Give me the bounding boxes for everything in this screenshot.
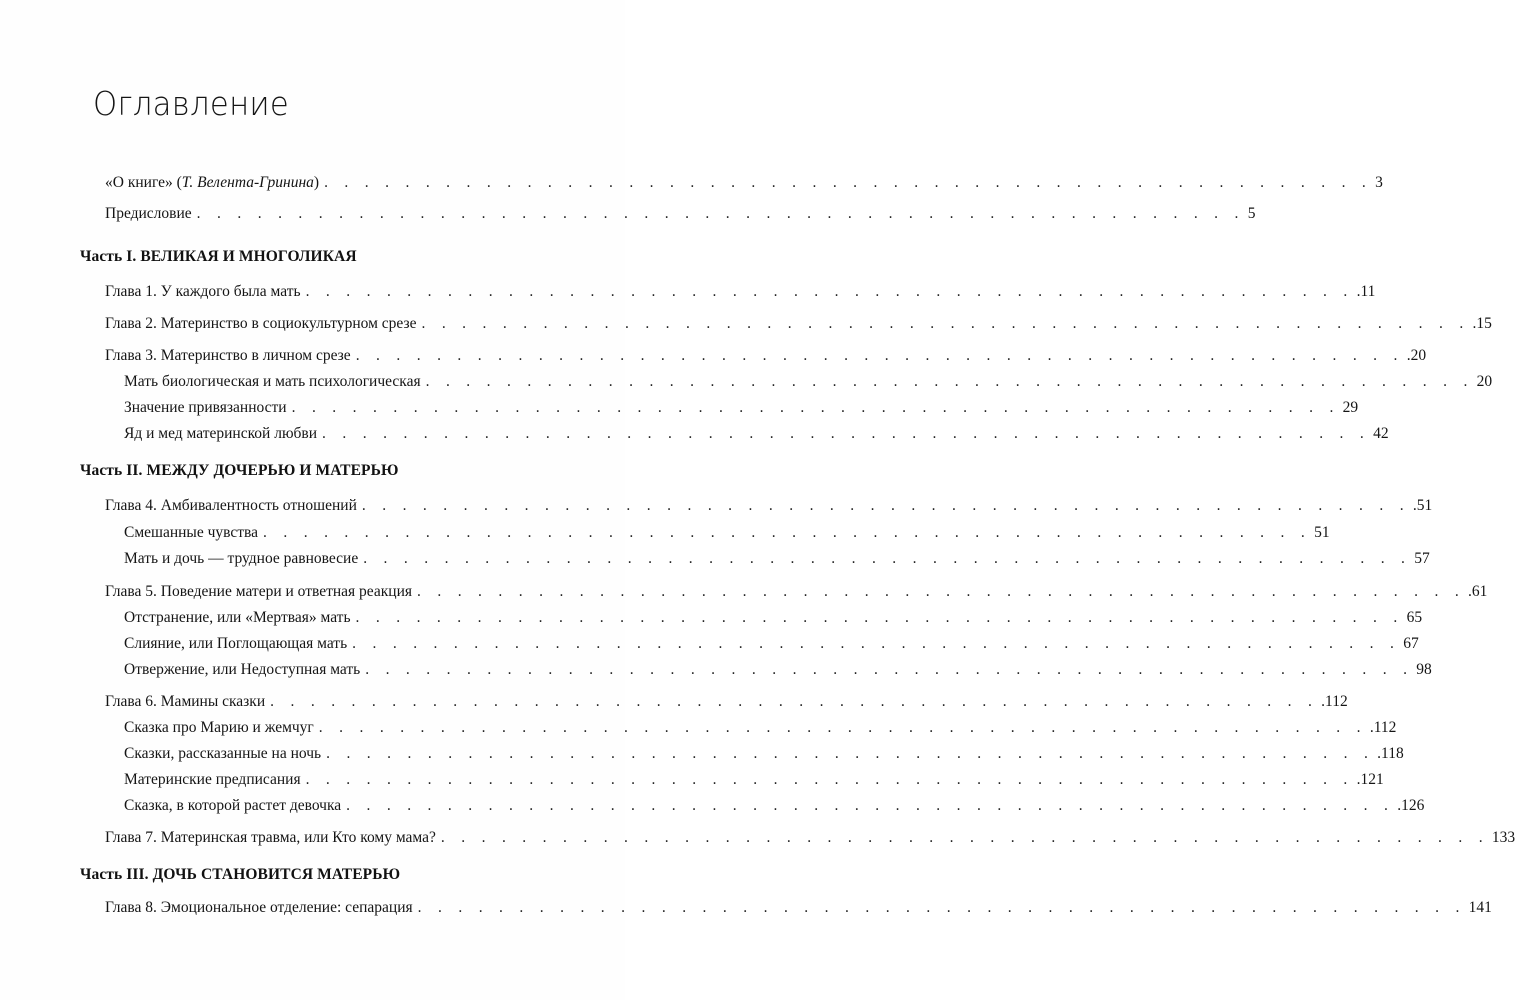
dot-leader: . . . . . . . . . . . . . . . . . . . . . . . . . . . . . . . . . . . . . . . . . . . . . . . . . . . .	[291, 399, 1340, 416]
dot-leader: . . . . . . . . . . . . . . . . . . . . . . . . . . . . . . . . . . . . . . . . . . . . . . . . . . . .	[322, 425, 1371, 442]
page-number: .51	[1412, 497, 1433, 514]
toc-entry-section[interactable]	[124, 372, 1493, 392]
toc-entry-chapter-1[interactable]	[105, 282, 1376, 302]
toc-entry-chapter-4[interactable]	[105, 496, 1433, 516]
dot-leader: . . . . . . . . . . . . . . . . . . . . . . . . . . . . . . . . . . . . . . . . . . . . . . . . . . . .	[346, 797, 1395, 814]
toc-entry-chapter-5[interactable]	[105, 582, 1488, 602]
dot-leader: . . . . . . . . . . . . . . . . . . . . . . . . . . . . . . . . . . . . . . . . . . . . . . . . . . . .	[361, 497, 1410, 514]
dot-leader: . . . . . . . . . . . . . . . . . . . . . . . . . . . . . . . . . . . . . . . . . . . . . . . . . . . .	[305, 283, 1354, 300]
entry-label: Мать и дочь — трудное равновесие	[124, 550, 359, 567]
dot-leader: . . . . . . . . . . . . . . . . . . . . . . . . . . . . . . . . . . . . . . . . . . . . . . . . . . . .	[305, 771, 1354, 788]
toc-entry-section[interactable]	[124, 634, 1419, 654]
dot-leader: . . . . . . . . . . . . . . . . . . . . . . . . . . . . . . . . . . . . . . . . . . . . . . . . . . . .	[363, 550, 1412, 567]
entry-label: «О книге» (Т. Велента-Гринина)	[105, 174, 320, 191]
entry-label: Смешанные чувства	[124, 524, 259, 541]
toc-entry-section[interactable]	[124, 549, 1430, 569]
entry-label: Отвержение, или Недоступная мать	[124, 661, 361, 678]
toc-entry-about-book[interactable]	[105, 173, 1383, 193]
page-number: .15	[1472, 315, 1492, 332]
page-number: 29	[1342, 399, 1359, 416]
toc-entry-section[interactable]	[124, 608, 1423, 628]
toc-entry-chapter-8[interactable]	[105, 898, 1492, 918]
page-number: .11	[1356, 283, 1376, 300]
page-number: 20	[1476, 373, 1493, 390]
toc-entry-section[interactable]	[124, 718, 1397, 738]
toc-entry-section[interactable]	[124, 424, 1389, 444]
entry-label: Глава 2. Материнство в социокультурном срезе	[105, 315, 417, 332]
entry-label: Мать биологическая и мать психологическая	[124, 373, 421, 390]
entry-label: Материнские предписания	[124, 771, 301, 788]
dot-leader: . . . . . . . . . . . . . . . . . . . . . . . . . . . . . . . . . . . . . . . . . . . . . . . . . . . .	[365, 661, 1414, 678]
dot-leader: . . . . . . . . . . . . . . . . . . . . . . . . . . . . . . . . . . . . . . . . . . . . . . . . . . . .	[417, 583, 1466, 600]
part-heading-1[interactable]: Часть I. ВЕЛИКАЯ И МНОГОЛИКАЯ	[80, 248, 357, 265]
entry-label: Яд и мед материнской любви	[124, 425, 318, 442]
toc-entry-section[interactable]	[124, 770, 1384, 790]
page-number: 5	[1247, 205, 1256, 222]
entry-label: Глава 7. Материнская травма, или Кто кому мама?	[105, 829, 436, 846]
dot-leader: . . . . . . . . . . . . . . . . . . . . . . . . . . . . . . . . . . . . . . . . . . . . . . . . . . . .	[425, 373, 1474, 390]
page-number: .112	[1369, 719, 1397, 736]
page-number: 51	[1314, 524, 1330, 541]
page-number: 42	[1373, 425, 1389, 442]
part-heading-3[interactable]: Часть III. ДОЧЬ СТАНОВИТСЯ МАТЕРЬЮ	[80, 866, 401, 883]
toc-entry-chapter-2[interactable]	[105, 314, 1492, 334]
toc-entry-section[interactable]	[124, 398, 1359, 418]
entry-label: Глава 1. У каждого была мать	[105, 283, 301, 300]
dot-leader: . . . . . . . . . . . . . . . . . . . . . . . . . . . . . . . . . . . . . . . . . . . . . . . . . . . .	[326, 745, 1375, 762]
entry-label: Слияние, или Поглощающая мать	[124, 635, 348, 652]
dot-leader: . . . . . . . . . . . . . . . . . . . . . . . . . . . . . . . . . . . . . . . . . . . . . . . . . . . .	[355, 609, 1404, 626]
page-number: .112	[1321, 693, 1348, 710]
entry-label: Глава 4. Амбивалентность отношений	[105, 497, 357, 514]
page-number: 65	[1406, 609, 1423, 626]
dot-leader: . . . . . . . . . . . . . . . . . . . . . . . . . . . . . . . . . . . . . . . . . . . . . . . . . . . .	[318, 719, 1367, 736]
page-number: 3	[1375, 174, 1383, 191]
entry-label: Предисловие	[105, 205, 192, 222]
dot-leader: . . . . . . . . . . . . . . . . . . . . . . . . . . . . . . . . . . . . . . . . . . . . . . . . . . . .	[421, 315, 1470, 332]
toc-entry-chapter-7[interactable]	[105, 828, 1515, 848]
entry-label: Сказки, рассказанные на ночь	[124, 745, 322, 762]
page-number: .20	[1406, 347, 1427, 364]
dot-leader: . . . . . . . . . . . . . . . . . . . . . . . . . . . . . . . . . . . . . . . . . . . . . . . . . . . .	[270, 693, 1319, 710]
page-number: 98	[1416, 661, 1432, 678]
entry-label: Сказка, в которой растет девочка	[124, 797, 342, 814]
toc-entry-section[interactable]	[124, 523, 1330, 543]
page-number: .126	[1397, 797, 1425, 814]
toc-entry-section[interactable]	[124, 744, 1404, 764]
toc-entry-section[interactable]	[124, 660, 1432, 680]
entry-label: Глава 3. Материнство в личном срезе	[105, 347, 351, 364]
page-number: 141	[1468, 899, 1492, 916]
entry-label: Отстранение, или «Мертвая» мать	[124, 609, 351, 626]
dot-leader: . . . . . . . . . . . . . . . . . . . . . . . . . . . . . . . . . . . . . . . . . . . . . . . . . . . .	[352, 635, 1401, 652]
dot-leader: . . . . . . . . . . . . . . . . . . . . . . . . . . . . . . . . . . . . . . . . . . . . . . . . . . . .	[440, 829, 1489, 846]
dot-leader: . . . . . . . . . . . . . . . . . . . . . . . . . . . . . . . . . . . . . . . . . . . . . . . . . . . .	[324, 174, 1373, 191]
page-number: 133	[1491, 829, 1515, 846]
entry-label: Глава 5. Поведение матери и ответная реакция	[105, 583, 412, 600]
dot-leader: . . . . . . . . . . . . . . . . . . . . . . . . . . . . . . . . . . . . . . . . . . . . . . . . . . . .	[263, 524, 1312, 541]
toc-entry-chapter-3[interactable]	[105, 346, 1427, 366]
entry-label: Глава 8. Эмоциональное отделение: сепарация	[105, 899, 413, 916]
dot-leader: . . . . . . . . . . . . . . . . . . . . . . . . . . . . . . . . . . . . . . . . . . . . . . . . . . . .	[196, 205, 1245, 222]
page-number: .61	[1468, 583, 1488, 600]
page-number: 57	[1414, 550, 1430, 567]
toc-entry-chapter-6[interactable]	[105, 692, 1348, 712]
entry-label: Значение привязанности	[124, 399, 287, 416]
toc-entry-preface[interactable]	[105, 204, 1256, 224]
page-number: .121	[1356, 771, 1384, 788]
page-number: 67	[1403, 635, 1419, 652]
page-number: .118	[1377, 745, 1404, 762]
part-heading-2[interactable]: Часть II. МЕЖДУ ДОЧЕРЬЮ И МАТЕРЬЮ	[80, 462, 399, 479]
entry-label: Глава 6. Мамины сказки	[105, 693, 266, 710]
dot-leader: . . . . . . . . . . . . . . . . . . . . . . . . . . . . . . . . . . . . . . . . . . . . . . . . . . . .	[417, 899, 1466, 916]
dot-leader: . . . . . . . . . . . . . . . . . . . . . . . . . . . . . . . . . . . . . . . . . . . . . . . . . . . .	[355, 347, 1404, 364]
entry-label: Сказка про Марию и жемчуг	[124, 719, 314, 736]
toc-entry-section[interactable]	[124, 796, 1425, 816]
page-title: Оглавление	[93, 84, 290, 123]
